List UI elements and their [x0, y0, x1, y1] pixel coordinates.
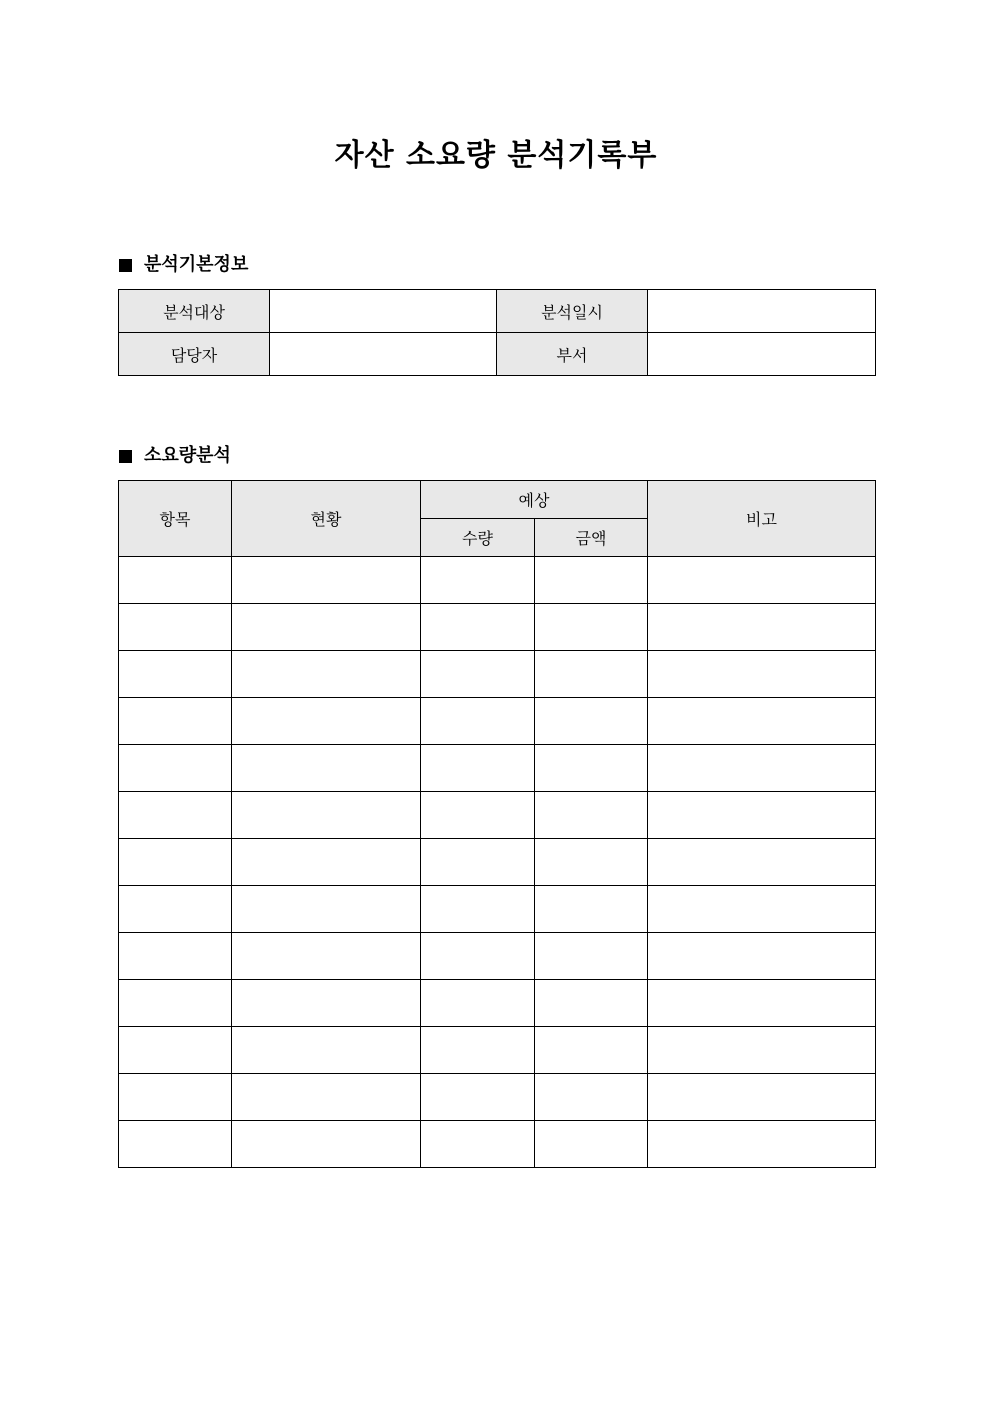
field-department[interactable] — [648, 333, 876, 376]
cell-amount[interactable] — [535, 839, 648, 886]
cell-item[interactable] — [119, 1074, 232, 1121]
header-forecast: 예상 — [421, 481, 648, 519]
cell-quantity[interactable] — [421, 745, 535, 792]
section-heading-label: 소요량분석 — [144, 445, 231, 466]
cell-item[interactable] — [119, 604, 232, 651]
cell-item[interactable] — [119, 792, 232, 839]
cell-note[interactable] — [648, 1121, 876, 1168]
header-quantity: 수량 — [421, 519, 535, 557]
cell-status[interactable] — [232, 1027, 421, 1074]
cell-item[interactable] — [119, 1027, 232, 1074]
table-row — [119, 1074, 876, 1121]
field-manager[interactable] — [270, 333, 497, 376]
cell-status[interactable] — [232, 698, 421, 745]
cell-status[interactable] — [232, 745, 421, 792]
cell-status[interactable] — [232, 1074, 421, 1121]
cell-quantity[interactable] — [421, 1074, 535, 1121]
cell-amount[interactable] — [535, 792, 648, 839]
table-row — [119, 1027, 876, 1074]
cell-note[interactable] — [648, 1027, 876, 1074]
field-analysis-datetime[interactable] — [648, 290, 876, 333]
cell-quantity[interactable] — [421, 604, 535, 651]
cell-status[interactable] — [232, 1121, 421, 1168]
table-row — [119, 651, 876, 698]
cell-amount[interactable] — [535, 886, 648, 933]
cell-item[interactable] — [119, 557, 232, 604]
cell-item[interactable] — [119, 698, 232, 745]
cell-note[interactable] — [648, 651, 876, 698]
cell-amount[interactable] — [535, 1121, 648, 1168]
cell-note[interactable] — [648, 980, 876, 1027]
cell-quantity[interactable] — [421, 1027, 535, 1074]
cell-note[interactable] — [648, 604, 876, 651]
cell-amount[interactable] — [535, 980, 648, 1027]
requirement-analysis-table — [118, 480, 876, 1168]
table-row — [119, 333, 876, 376]
cell-status[interactable] — [232, 933, 421, 980]
cell-note[interactable] — [648, 792, 876, 839]
cell-note[interactable] — [648, 698, 876, 745]
cell-note[interactable] — [648, 745, 876, 792]
cell-quantity[interactable] — [421, 698, 535, 745]
cell-quantity[interactable] — [421, 980, 535, 1027]
cell-amount[interactable] — [535, 651, 648, 698]
label-analysis-target: 분석대상 — [119, 290, 270, 333]
basic-info-table — [118, 289, 876, 376]
section-heading-label: 분석기본정보 — [144, 254, 249, 275]
cell-quantity[interactable] — [421, 839, 535, 886]
cell-note[interactable] — [648, 886, 876, 933]
header-note: 비고 — [648, 481, 876, 557]
square-bullet-icon — [119, 259, 132, 272]
header-item: 항목 — [119, 481, 232, 557]
label-analysis-datetime: 분석일시 — [497, 290, 648, 333]
cell-note[interactable] — [648, 933, 876, 980]
cell-amount[interactable] — [535, 698, 648, 745]
table-header-row — [119, 481, 876, 519]
cell-quantity[interactable] — [421, 933, 535, 980]
label-manager: 담당자 — [119, 333, 270, 376]
page-title: 자산 소요량 분석기록부 — [334, 138, 658, 173]
field-analysis-target[interactable] — [270, 290, 497, 333]
cell-amount[interactable] — [535, 1027, 648, 1074]
cell-status[interactable] — [232, 886, 421, 933]
cell-note[interactable] — [648, 1074, 876, 1121]
table-row — [119, 290, 876, 333]
cell-item[interactable] — [119, 980, 232, 1027]
table-row — [119, 980, 876, 1027]
cell-amount[interactable] — [535, 1074, 648, 1121]
square-bullet-icon — [119, 450, 132, 463]
cell-item[interactable] — [119, 839, 232, 886]
cell-status[interactable] — [232, 980, 421, 1027]
section-heading-requirement-analysis — [119, 444, 231, 468]
header-amount: 금액 — [535, 519, 648, 557]
cell-status[interactable] — [232, 604, 421, 651]
cell-item[interactable] — [119, 886, 232, 933]
cell-note[interactable] — [648, 557, 876, 604]
cell-quantity[interactable] — [421, 886, 535, 933]
header-status: 현황 — [232, 481, 421, 557]
section-heading-basic-info — [119, 253, 248, 277]
cell-quantity[interactable] — [421, 651, 535, 698]
cell-status[interactable] — [232, 651, 421, 698]
cell-item[interactable] — [119, 745, 232, 792]
cell-amount[interactable] — [535, 557, 648, 604]
table-row — [119, 557, 876, 604]
cell-item[interactable] — [119, 651, 232, 698]
cell-item[interactable] — [119, 933, 232, 980]
cell-amount[interactable] — [535, 933, 648, 980]
table-row — [119, 792, 876, 839]
cell-status[interactable] — [232, 792, 421, 839]
table-row — [119, 839, 876, 886]
cell-quantity[interactable] — [421, 557, 535, 604]
table-row — [119, 698, 876, 745]
table-row — [119, 604, 876, 651]
cell-quantity[interactable] — [421, 1121, 535, 1168]
table-row — [119, 886, 876, 933]
table-row — [119, 933, 876, 980]
cell-item[interactable] — [119, 1121, 232, 1168]
cell-amount[interactable] — [535, 604, 648, 651]
table-row — [119, 745, 876, 792]
cell-note[interactable] — [648, 839, 876, 886]
cell-status[interactable] — [232, 557, 421, 604]
table-row — [119, 1121, 876, 1168]
cell-amount[interactable] — [535, 745, 648, 792]
label-department: 부서 — [497, 333, 648, 376]
cell-status[interactable] — [232, 839, 421, 886]
cell-quantity[interactable] — [421, 792, 535, 839]
